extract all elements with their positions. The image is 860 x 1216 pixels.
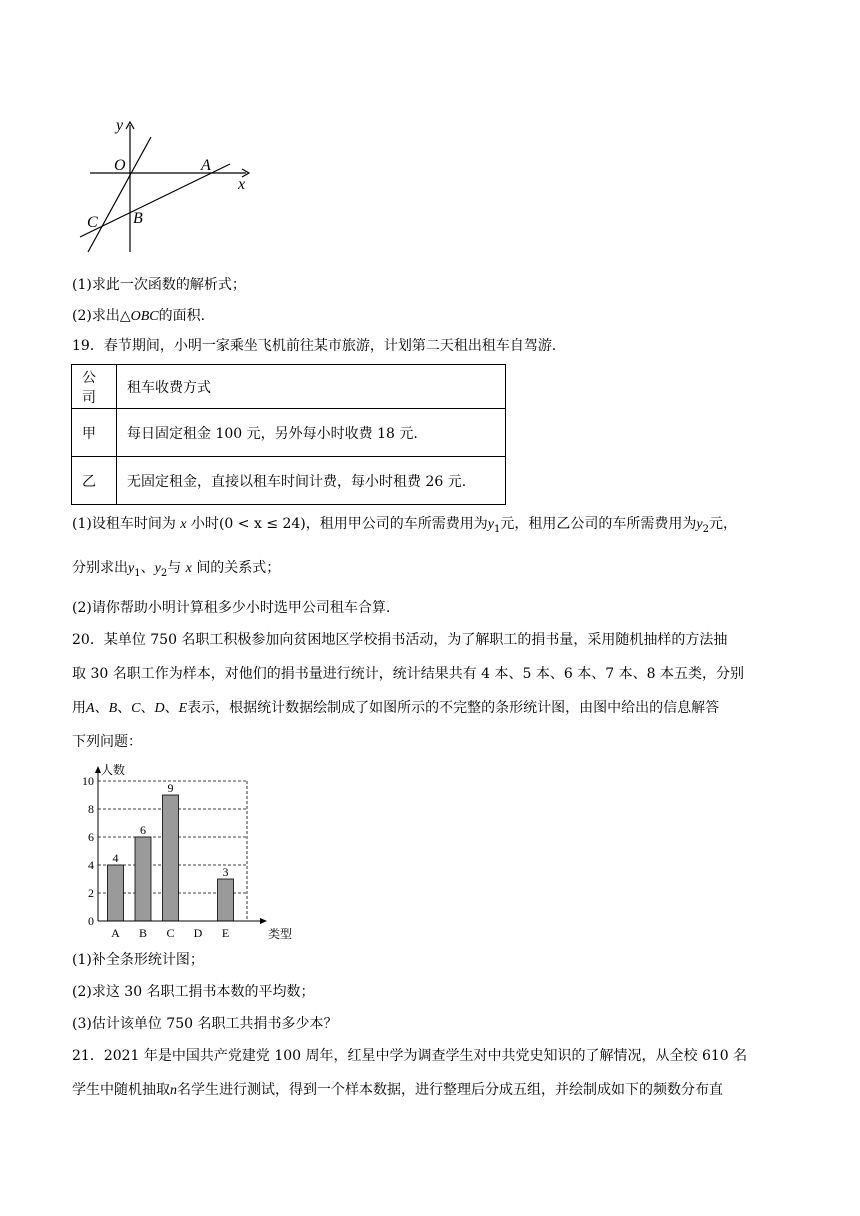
- q20-text: 用: [72, 700, 86, 716]
- bar-a: [108, 865, 124, 921]
- q20-part3: (3)估计该单位 750 名职工共捐书多少本？: [72, 1016, 338, 1032]
- q19-part1-line1: [72, 514, 737, 540]
- x-tick-label-e: E: [221, 926, 230, 940]
- q21-line1: 21．2021 年是中国共产党建党 100 周年，红星中学为调查学生对中共党史知识的了解情况，从全校 610 名: [72, 1048, 748, 1064]
- q21-line2: [72, 1080, 723, 1101]
- var-y2: y: [154, 561, 161, 576]
- category-a: A: [86, 701, 95, 716]
- q19-text: 元，: [708, 516, 737, 532]
- point-c-label: C: [87, 214, 98, 231]
- table-cell-company: 甲: [72, 409, 117, 457]
- y-tick-label: 10: [82, 774, 94, 788]
- q19-text: (1)设租车时间为: [72, 516, 176, 532]
- q19-text: 间的关系式；: [196, 560, 281, 576]
- q18-part2-suffix: 的面积.: [158, 308, 206, 324]
- q19-text: 分别求出: [72, 560, 128, 576]
- q19-text: 、: [140, 560, 155, 576]
- y-axis-title: 人数: [101, 763, 126, 777]
- data-label-a: 4: [112, 851, 119, 865]
- var-y2: y: [696, 517, 703, 532]
- q19-text: 元，租用乙公司的车所需费用为: [500, 516, 697, 532]
- table-header-company: 公司: [72, 365, 117, 409]
- var-y1: y: [128, 561, 135, 576]
- y-tick-label: 8: [88, 802, 94, 816]
- y-tick-label: 2: [88, 886, 94, 900]
- q21-text: 名学生进行测试，得到一个样本数据，进行整理后分成五组，并绘制成如下的频数分布直: [177, 1082, 723, 1098]
- table-cell-fee: 每日固定租金 100 元，另外每小时收费 18 元.: [117, 409, 506, 457]
- y-tick-label: 4: [88, 858, 94, 872]
- separator: 、: [164, 700, 179, 716]
- q19-part1-line2: [72, 558, 280, 584]
- q18-triangle-name: OBC: [130, 309, 159, 324]
- q18-part1: (1)求此一次函数的解析式；: [72, 277, 246, 293]
- x-tick-label-a: A: [111, 926, 120, 940]
- table-cell-company: 乙: [72, 457, 117, 505]
- linear-function-figure: [70, 112, 260, 257]
- sub-1: 1: [494, 523, 501, 535]
- x-tick-label-b: B: [138, 926, 148, 940]
- q19-text: ，租用甲公司的车所需费用为: [305, 516, 488, 532]
- table-row: [72, 409, 506, 457]
- sub-1: 1: [134, 567, 141, 579]
- table-row: [72, 457, 506, 505]
- bar-c: [163, 795, 179, 921]
- q20-text: 表示，根据统计数据绘制成了如图所示的不完整的条形统计图，由图中给出的信息解答: [187, 700, 720, 716]
- category-e: E: [178, 701, 188, 716]
- q18-part2: [72, 306, 205, 327]
- q18-part2-prefix: (2)求出△: [72, 308, 131, 324]
- point-o-label: O: [114, 157, 126, 174]
- q20-line3: [72, 698, 719, 719]
- point-a-label: A: [201, 157, 211, 174]
- data-label-e: 3: [222, 865, 229, 879]
- separator: 、: [94, 700, 109, 716]
- table-header-row: [72, 365, 506, 409]
- q19-condition: (0 < x ≤ 24): [218, 516, 306, 532]
- q20-part2: (2)求这 30 名职工捐书本数的平均数；: [72, 984, 315, 1000]
- sub-2: 2: [160, 567, 168, 579]
- q19-part2: (2)请你帮助小明计算租多少小时选甲公司租车合算.: [72, 600, 391, 616]
- bar-b: [135, 837, 151, 921]
- data-label-b: 6: [140, 823, 146, 837]
- q19-text: 与: [167, 560, 182, 576]
- q20-line1: 20．某单位 750 名职工积极参加向贫困地区学校捐书活动，为了解职工的捐书量，采用随机抽样的方法抽: [72, 632, 728, 648]
- var-y1: y: [487, 517, 494, 532]
- category-c: C: [131, 701, 141, 716]
- table-cell-fee: 无固定租金，直接以租车时间计费，每小时租费 26 元.: [117, 457, 506, 505]
- x-tick-label-d: D: [193, 926, 203, 940]
- x-axis-title: 类型: [268, 927, 293, 941]
- q20-line2: 取 30 名职工作为样本，对他们的捐书量进行统计，统计结果共有 4 本、5 本、6 本、7 本、8 本五类，分别: [72, 666, 744, 682]
- point-b-label: B: [133, 210, 143, 227]
- line-through-origin: [88, 137, 151, 252]
- bar-e: [218, 879, 234, 921]
- separator: 、: [140, 700, 155, 716]
- var-n: n: [170, 1083, 177, 1098]
- q19-text: 小时: [190, 516, 219, 532]
- y-tick-label: 6: [88, 830, 94, 844]
- y-axis-label: y: [116, 117, 124, 134]
- q20-line4: 下列问题：: [72, 734, 142, 750]
- y-tick-label: 0: [88, 914, 94, 928]
- var-x: x: [180, 517, 187, 532]
- data-label-c: 9: [167, 781, 174, 795]
- line-ab: [80, 164, 230, 237]
- category-b: B: [108, 701, 118, 716]
- x-axis-label: x: [238, 176, 246, 193]
- x-tick-label-c: C: [166, 926, 175, 940]
- q19-intro: 19．春节期间，小明一家乘坐飞机前往某市旅游，计划第二天租出租车自驾游.: [72, 338, 557, 354]
- var-x: x: [185, 561, 192, 576]
- q21-text: 学生中随机抽取: [72, 1082, 170, 1098]
- table-header-fee-method: 租车收费方式: [117, 365, 506, 409]
- separator: 、: [117, 700, 132, 716]
- q20-part1: (1)补全条形统计图；: [72, 952, 204, 968]
- bar-chart: [60, 760, 300, 942]
- rental-fee-table: [71, 364, 506, 505]
- category-d: D: [154, 701, 165, 716]
- sub-2: 2: [702, 523, 709, 535]
